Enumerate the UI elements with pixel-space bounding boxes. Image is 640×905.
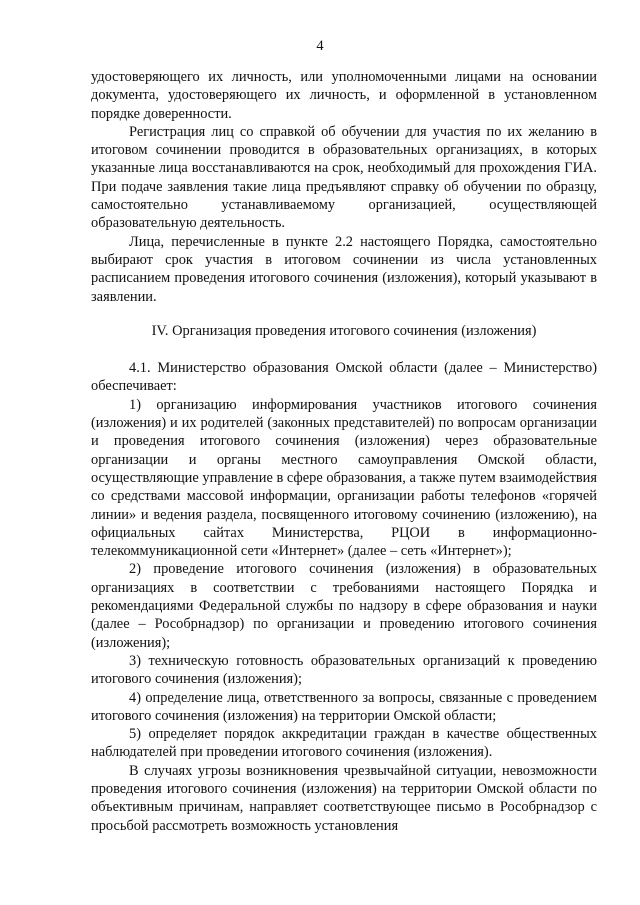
list-item: 5) определяет порядок аккредитации граждан в качестве общественных наблюдателей при проведении итогового сочинения (изложения). xyxy=(91,726,597,761)
paragraph: 4.1. Министерство образования Омской области (далее – Министерство) обеспечивает: xyxy=(91,360,597,395)
paragraph: Регистрация лиц со справкой об обучении для участия по их желанию в итоговом сочинении проводится в образовательных организациях, в которых указанные лица восстанавливаются на срок, необходимый для прохождения ГИА. При подаче заявления такие лица предъявляют справку об обучении по образцу, самостоятельно устанавливаемому организацией, осуществляющей образовательную деятельность. xyxy=(91,123,597,232)
section-heading: IV. Организация проведения итогового сочинения (изложения) xyxy=(151,322,537,339)
list-item: 1) организацию информирования участников итогового сочинения (изложения) и их родителей (законных представителей) по вопросам организации и проведения итогового сочинения (изложения) через образовательные организации и органы местного самоуправления Омской области, осуществляющие управление в сфере образования, а также путем взаимодействия со средствами массовой информации, организации работы телефонов «горячей линии» и ведения раздела, посвященного итоговому сочинению (изложению), на официальных сайтах Министерства, РЦОИ в информационно-телекоммуникационной сети «Интернет» (далее – сеть «Интернет»); xyxy=(91,396,597,560)
list-item: 4) определение лица, ответственного за вопросы, связанные с проведением итогового сочинения (изложения) на территории Омской области; xyxy=(91,689,597,724)
list-item: 3) техническую готовность образовательных организаций к проведению итогового сочинения (изложения); xyxy=(91,652,597,688)
paragraph: Лица, перечисленные в пункте 2.2 настоящего Порядка, самостоятельно выбирают срок участия в итоговом сочинении из числа установленных расписанием проведения итогового сочинения (изложения), который указывают в заявлении. xyxy=(91,233,597,305)
page-number: 4 xyxy=(316,38,324,54)
document-body xyxy=(91,68,597,835)
paragraph: удостоверяющего их личность, или уполномоченными лицами на основании документа, удостоверяющего их личность, и оформленной в установленном порядке доверенности. xyxy=(91,69,597,122)
list-item: 2) проведение итогового сочинения (изложения) в образовательных организациях в соответствии с требованиями настоящего Порядка и рекомендациями Федеральной службы по надзору в сфере образования и науки (далее – Рособрнадзор) по организации и проведению итогового сочинения (изложения); xyxy=(91,561,597,651)
paragraph: В случаях угрозы возникновения чрезвычайной ситуации, невозможности проведения итогового сочинения (изложения) на территории Омской области по объективным причинам, направляет соответствующее письмо в Рособрнадзор с просьбой рассмотреть возможность установления xyxy=(91,762,597,834)
